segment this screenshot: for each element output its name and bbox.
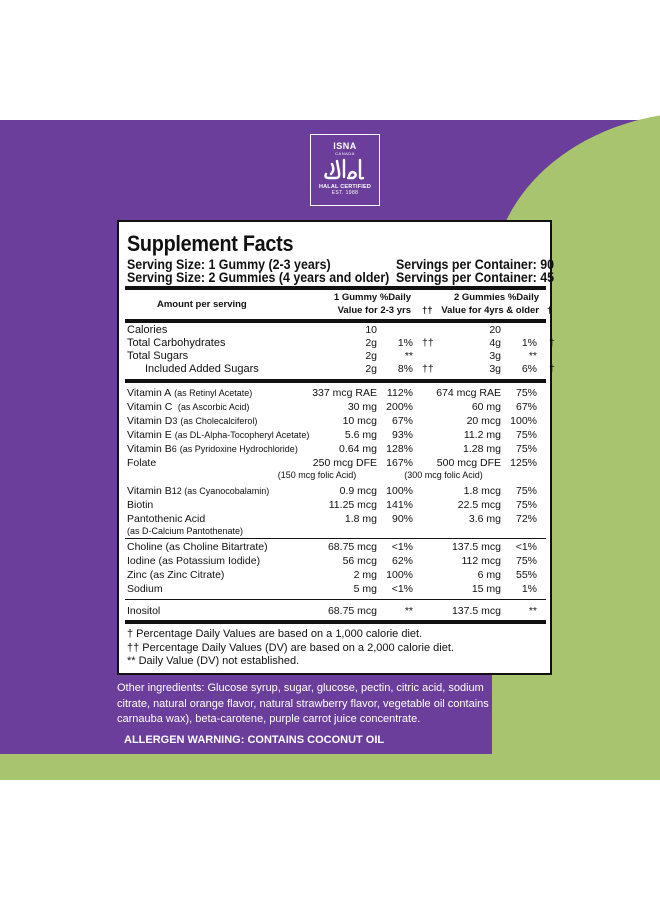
amount-2gummies: 500 mcg DFE — [436, 457, 501, 469]
nutrient-name: Total Sugars — [127, 350, 189, 362]
dv-1gummy: <1% — [391, 583, 413, 595]
thick-divider — [125, 620, 546, 624]
dv-1gummy: 90% — [391, 513, 413, 525]
vitamin-name — [127, 415, 257, 427]
dv-1gummy: 112% — [386, 387, 413, 399]
nutrient-name: Vitamin B — [127, 443, 172, 455]
thick-divider — [125, 319, 546, 323]
dv-2gummies: 75% — [515, 429, 537, 441]
amount-1gummy: 2g — [365, 363, 377, 375]
amount-2gummies: 6 mg — [477, 569, 501, 581]
nutrient-name: Vitamin E — [127, 429, 172, 441]
col1-header-line2: Value for 2-3 yrs — [337, 305, 411, 316]
amount-2gummies: 112 mcg — [461, 555, 501, 567]
amount-2gummies: 674 mcg RAE — [436, 387, 501, 399]
amount-2gummies: 3.6 mg — [468, 513, 501, 525]
nutrient-name: Folate — [127, 457, 157, 469]
serving-size-2: Serving Size: 2 Gummies (4 years and older) — [127, 270, 390, 285]
nutrient-name: Vitamin A — [127, 387, 172, 399]
dagger-mark: † — [549, 363, 555, 375]
dv-1gummy: 62% — [391, 555, 413, 567]
dv-1gummy: 67% — [391, 415, 413, 427]
dv-2gummies: 125% — [510, 457, 537, 469]
amount-2gummies: 137.5 mcg — [451, 605, 501, 617]
nutrient-detail: as Cyanocobalamin) — [187, 486, 270, 496]
dv-1gummy: 100% — [386, 485, 413, 497]
nutrient-name: Zinc (as Zinc Citrate) — [127, 569, 225, 581]
badge-name: ISNA — [333, 141, 357, 151]
amount-per-serving-header: Amount per serving — [157, 299, 247, 310]
amount-1gummy: 68.75 mcg — [327, 605, 377, 617]
amount-1gummy: 337 mcg RAE — [312, 387, 377, 399]
dagger-mark: †† — [422, 363, 434, 375]
nutrient-detail: (as Retinyl Acetate) — [174, 388, 253, 398]
amount-1gummy: 5 mg — [353, 583, 377, 595]
amount-2gummies: 11.2 mg — [463, 429, 501, 441]
serving-size-1: Serving Size: 1 Gummy (2-3 years) — [127, 257, 331, 272]
nutrient-detail: (as Ascorbic Acid) — [175, 402, 250, 412]
col2-header-line2: Value for 4yrs & older — [441, 305, 539, 316]
supplement-facts-panel — [117, 220, 555, 675]
halal-certified-badge — [310, 134, 380, 206]
amount-2gummies: 137.5 mcg — [451, 541, 501, 553]
dv-2gummies: 75% — [515, 555, 537, 567]
vitamin-b12-name — [127, 485, 269, 497]
servings-per-container-2: Servings per Container: 45 — [396, 270, 555, 285]
nutrient-subscript: 3 — [172, 416, 178, 426]
nutrient-name: Inositol — [127, 605, 161, 617]
amount-2gummies: 3g — [489, 350, 501, 362]
amount-2gummies: 15 mg — [471, 583, 501, 595]
amount-1gummy: 0.64 mg — [339, 443, 377, 455]
servings-per-container-1: Servings per Container: 90 — [396, 257, 555, 272]
folate-note-2: (300 mcg folic Acid) — [404, 470, 483, 480]
dv-2gummies: ** — [528, 605, 537, 617]
thin-divider — [125, 538, 546, 539]
nutrient-detail: (as Cholecalciferol) — [180, 416, 258, 426]
dv-2gummies: 72% — [515, 513, 537, 525]
amount-1gummy: 5.6 mg — [344, 429, 377, 441]
dv-1gummy: 93% — [391, 429, 413, 441]
dv-1gummy: 167% — [386, 457, 413, 469]
col1-header-line1: 1 Gummy %Daily — [333, 292, 411, 303]
nutrient-name: Iodine (as Potassium Iodide) — [127, 555, 261, 567]
nutrient-subscript: 6 — [171, 444, 177, 454]
footnote: ** Daily Value (DV) not established. — [127, 655, 300, 667]
nutrient-name: Calories — [127, 324, 168, 336]
dv-2gummies: 67% — [515, 401, 537, 413]
dv-2gummies: 75% — [515, 485, 537, 497]
amount-1gummy: 2g — [365, 350, 377, 362]
amount-2gummies: 22.5 mcg — [457, 499, 501, 511]
nutrient-name: Total Carbohydrates — [127, 337, 226, 349]
dv-1gummy: 1% — [397, 337, 413, 349]
dv-1gummy: 8% — [397, 363, 413, 375]
badge-certified: HALAL CERTIFIED — [318, 184, 372, 190]
dv-2gummies: 75% — [515, 443, 537, 455]
dv-2gummies: 1% — [521, 337, 537, 349]
nutrient-subscript: 12 — [171, 486, 182, 496]
dv-1gummy: ** — [404, 350, 413, 362]
amount-1gummy: 2 mg — [353, 569, 377, 581]
footnote: †† Percentage Daily Values (DV) are based on a 2,000 calorie diet. — [127, 642, 454, 654]
badge-sub: CANADA — [335, 151, 355, 156]
nutrient-name: Vitamin D — [127, 415, 173, 427]
vitamin-name — [127, 401, 249, 413]
dv-1gummy: 141% — [386, 499, 413, 511]
badge-est: EST. 1988 — [331, 190, 359, 196]
other-ingredients: Other ingredients: Glucose syrup, sugar, glucose, pectin, citric acid, sodium citrate, natural orange flavor, natural strawberry flavor, vegetable oil contains carnauba wax), beta-carotene, purple carrot juice concentrate. — [117, 682, 489, 725]
col2-header-line1: 2 Gummies %Daily — [453, 292, 539, 303]
nutrient-name: Pantothenic Acid — [127, 513, 206, 525]
dv-1gummy: 128% — [386, 443, 413, 455]
dv-2gummies: 75% — [515, 387, 537, 399]
allergen-warning: ALLERGEN WARNING: CONTAINS COCONUT OIL — [124, 734, 385, 746]
nutrient-detail: (as D-Calcium Pantothenate) — [127, 526, 244, 536]
col2-header-dagger: † — [547, 305, 553, 316]
dv-2gummies: ** — [528, 350, 537, 362]
nutrient-name: Sodium — [127, 583, 163, 595]
amount-2gummies: 4g — [489, 337, 501, 349]
amount-2gummies: 20 — [489, 324, 501, 336]
amount-1gummy: 2g — [365, 337, 377, 349]
vitamin-name — [127, 387, 252, 399]
nutrient-name: Choline (as Choline Bitartrate) — [127, 541, 268, 553]
nutrient-detail: (as Pyridoxine Hydrochloride) — [179, 444, 298, 454]
dv-2gummies: 55% — [515, 569, 537, 581]
col1-header-dagger: †† — [422, 305, 433, 316]
dv-2gummies: 100% — [510, 415, 537, 427]
dv-2gummies: 75% — [515, 499, 537, 511]
amount-1gummy: 11.25 mcg — [328, 499, 377, 511]
amount-1gummy: 10 mcg — [342, 415, 377, 427]
amount-1gummy: 30 mg — [347, 401, 377, 413]
dv-2gummies: 1% — [521, 583, 537, 595]
amount-2gummies: 20 mcg — [466, 415, 501, 427]
halal-arabic-icon — [322, 156, 368, 182]
amount-2gummies: 1.8 mcg — [463, 485, 501, 497]
dv-1gummy: 100% — [386, 569, 413, 581]
thick-divider — [125, 379, 546, 383]
amount-1gummy: 250 mcg DFE — [312, 457, 377, 469]
nutrient-name: Biotin — [127, 499, 154, 511]
dagger-mark: †† — [422, 337, 434, 349]
nutrient-detail: (as DL-Alpha-Tocopheryl Acetate) — [174, 430, 310, 440]
amount-2gummies: 60 mg — [471, 401, 501, 413]
amount-2gummies: 1.28 mg — [463, 443, 501, 455]
thick-divider — [125, 286, 546, 290]
nutrient-name: Vitamin C — [127, 401, 173, 413]
facts-title: Supplement Facts — [127, 231, 294, 256]
footnote: † Percentage Daily Values are based on a 1,000 calorie diet. — [127, 628, 423, 640]
amount-1gummy: 68.75 mcg — [327, 541, 377, 553]
paren: ( — [181, 486, 188, 496]
nutrient-name: Vitamin B — [127, 485, 172, 497]
amount-1gummy: 56 mcg — [342, 555, 377, 567]
dv-2gummies: <1% — [515, 541, 537, 553]
folate-note-1: (150 mcg folic Acid) — [277, 470, 357, 480]
amount-1gummy: 10 — [365, 324, 377, 336]
amount-1gummy: 0.9 mcg — [339, 485, 377, 497]
dagger-mark: † — [549, 337, 555, 349]
amount-2gummies: 3g — [489, 363, 501, 375]
green-bottom-band — [0, 754, 660, 780]
nutrient-name: Included Added Sugars — [145, 363, 259, 375]
thin-divider — [125, 599, 546, 600]
dv-2gummies: 6% — [521, 363, 537, 375]
dv-1gummy: 200% — [386, 401, 413, 413]
dv-1gummy: <1% — [391, 541, 413, 553]
dv-1gummy: ** — [404, 605, 413, 617]
amount-1gummy: 1.8 mg — [344, 513, 377, 525]
